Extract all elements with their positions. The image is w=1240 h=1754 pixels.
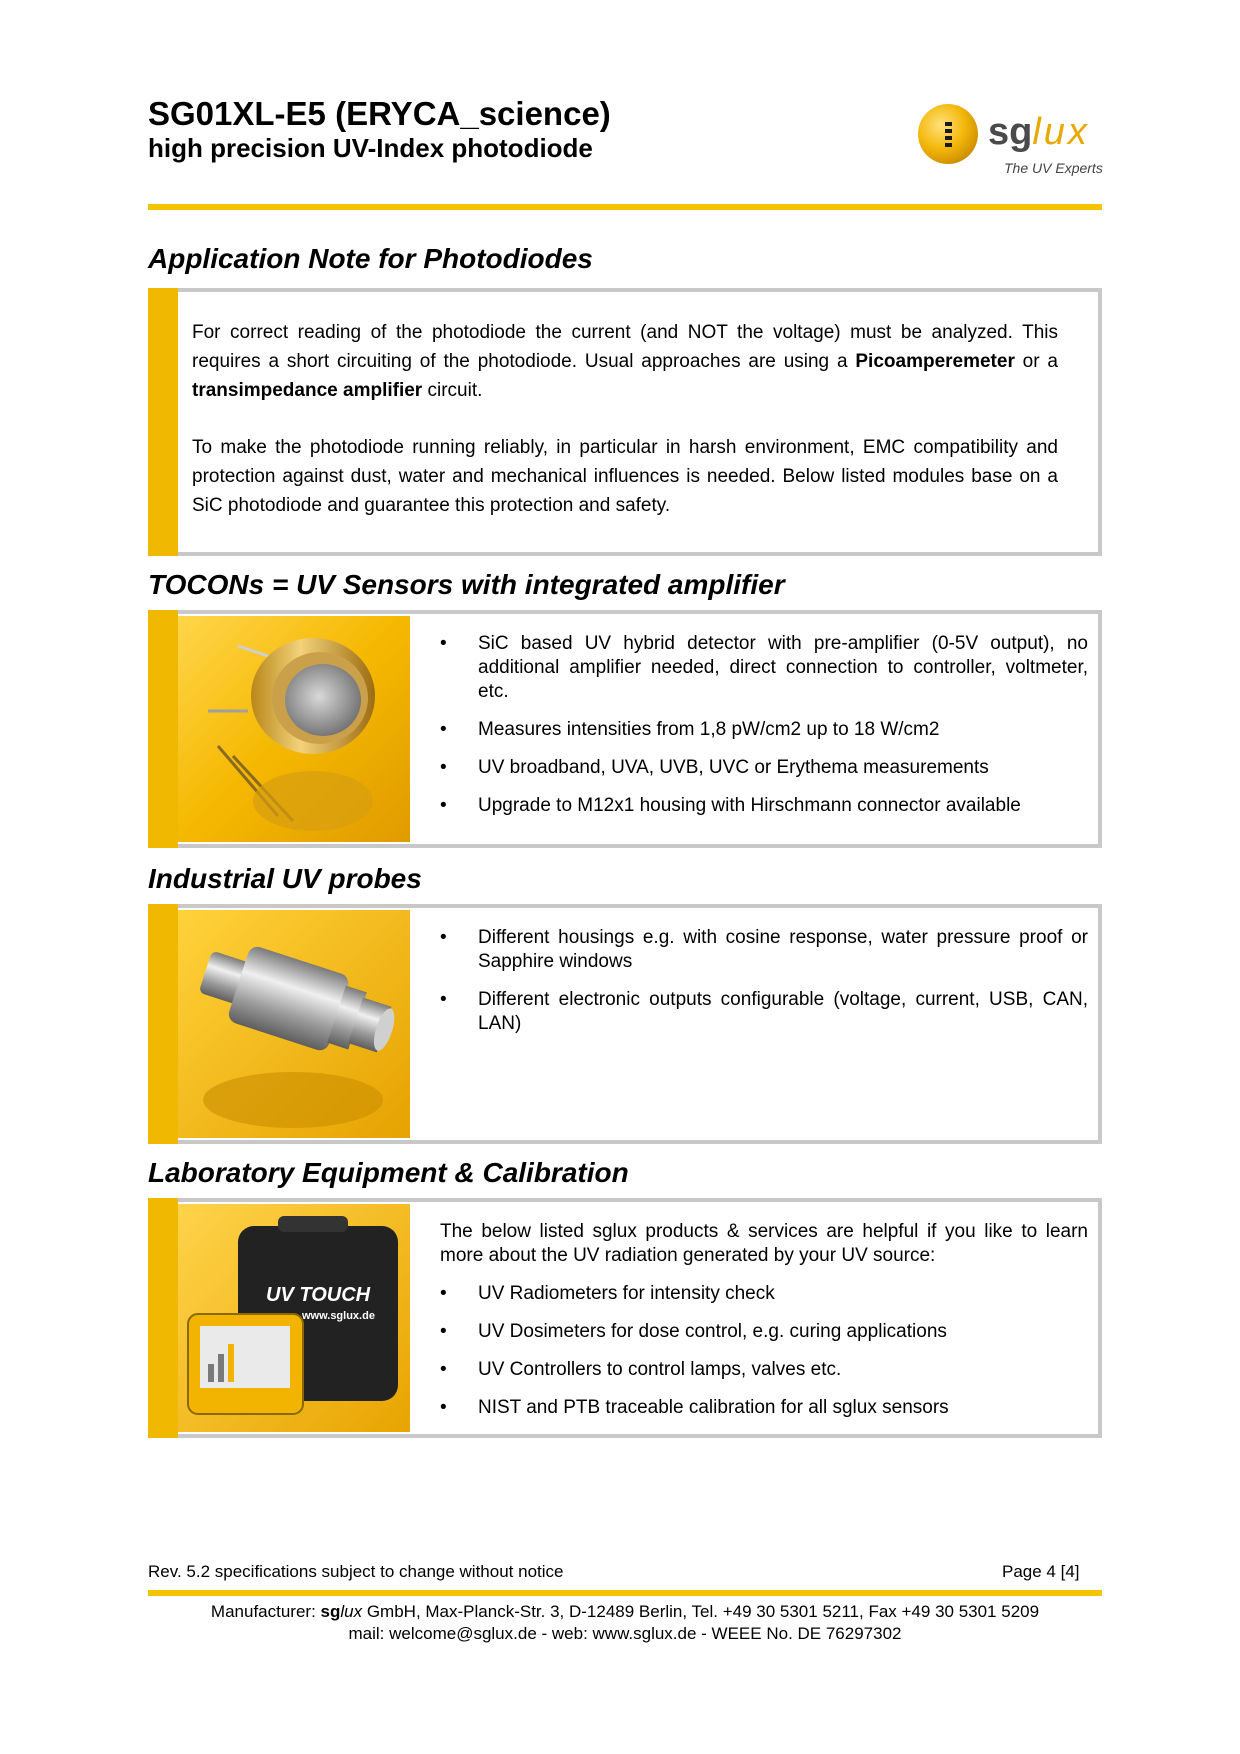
header-divider — [148, 204, 1102, 210]
accent-bar — [148, 904, 178, 1144]
probes-heading: Industrial UV probes — [148, 863, 422, 894]
page-number: Page 4 [4] — [1002, 1562, 1080, 1581]
accent-bar — [148, 610, 178, 848]
list-item: • Different housings e.g. with cosine response, water pressure proof or Sapphire windows — [440, 926, 1088, 974]
accent-bar — [148, 1198, 178, 1438]
app-note-heading: Application Note for Photodiodes — [148, 243, 593, 274]
probes-box — [148, 904, 1102, 1144]
tocon-sensor-image — [178, 616, 410, 842]
list-item: • UV Dosimeters for dose control, e.g. curing applications — [440, 1320, 1088, 1344]
tocons-heading: TOCONs = UV Sensors with integrated amplifier — [148, 569, 785, 600]
tocons-box — [148, 610, 1102, 848]
manufacturer-line: Manufacturer: sglux GmbH, Max-Planck-Str. 3, D-12489 Berlin, Tel. +49 30 5301 5211, Fax +49 30 5301 5209 — [210, 1602, 1040, 1621]
probes-list — [440, 926, 1088, 1050]
app-note-text — [192, 318, 1058, 548]
lab-heading: Laboratory Equipment & Calibration — [148, 1157, 629, 1188]
list-item: • UV Radiometers for intensity check — [440, 1282, 1088, 1306]
page-title: SG01XL-E5 (ERYCA_science) — [148, 95, 611, 132]
contact-line: mail: welcome@sglux.de - web: www.sglux.de - WEEE No. DE 76297302 — [348, 1624, 902, 1643]
uv-touch-url: www.sglux.de — [302, 1310, 375, 1322]
list-item: • Measures intensities from 1,8 pW/cm2 up to 18 W/cm2 — [440, 718, 1088, 742]
logo-wordmark: sglux — [988, 111, 1090, 153]
lab-intro: The below listed sglux products & services are helpful if you like to learn more about the UV radiation generated by your UV source: — [440, 1221, 1088, 1266]
lab-box — [148, 1198, 1102, 1438]
accent-bar — [148, 288, 178, 556]
industrial-probe-image — [178, 910, 410, 1138]
list-item: • Upgrade to M12x1 housing with Hirschmann connector available — [440, 794, 1088, 818]
page-subtitle: high precision UV-Index photodiode — [148, 133, 593, 163]
list-item: • Different electronic outputs configurable (voltage, current, USB, CAN, LAN) — [440, 988, 1088, 1036]
sglux-logo — [916, 100, 1106, 190]
footer-divider — [148, 1590, 1102, 1596]
app-note-paragraph-1: For correct reading of the photodiode the current (and NOT the voltage) must be analyzed. This requires a short circuiting of the photodiode. Usual approaches are using a Picoamperemeter or a transimpedance amplifier circuit. — [192, 322, 1058, 401]
revision-note: Rev. 5.2 specifications subject to change without notice — [148, 1562, 564, 1581]
list-item: • UV Controllers to control lamps, valves etc. — [440, 1358, 1088, 1382]
uv-touch-image — [178, 1204, 410, 1432]
list-item: • NIST and PTB traceable calibration for all sglux sensors — [440, 1396, 1088, 1420]
lab-list — [440, 1220, 1088, 1434]
tocons-list — [440, 632, 1088, 832]
list-item: • UV broadband, UVA, UVB, UVC or Erythema measurements — [440, 756, 1088, 780]
uv-touch-label: UV TOUCH — [266, 1284, 371, 1306]
list-item: • SiC based UV hybrid detector with pre-amplifier (0-5V output), no additional amplifier needed, direct connection to controller, voltmeter, etc. — [440, 632, 1088, 704]
app-note-box — [148, 288, 1102, 556]
logo-ball-icon — [918, 104, 978, 164]
manufacturer-info — [148, 1601, 1102, 1645]
logo-tagline: The UV Experts — [1004, 160, 1103, 176]
app-note-paragraph-2: To make the photodiode running reliably, in particular in harsh environment, EMC compatibility and protection against dust, water and mechanical influences is needed. Below listed modules base on a SiC photodiode and guarantee this protection and safety. — [192, 437, 1058, 516]
